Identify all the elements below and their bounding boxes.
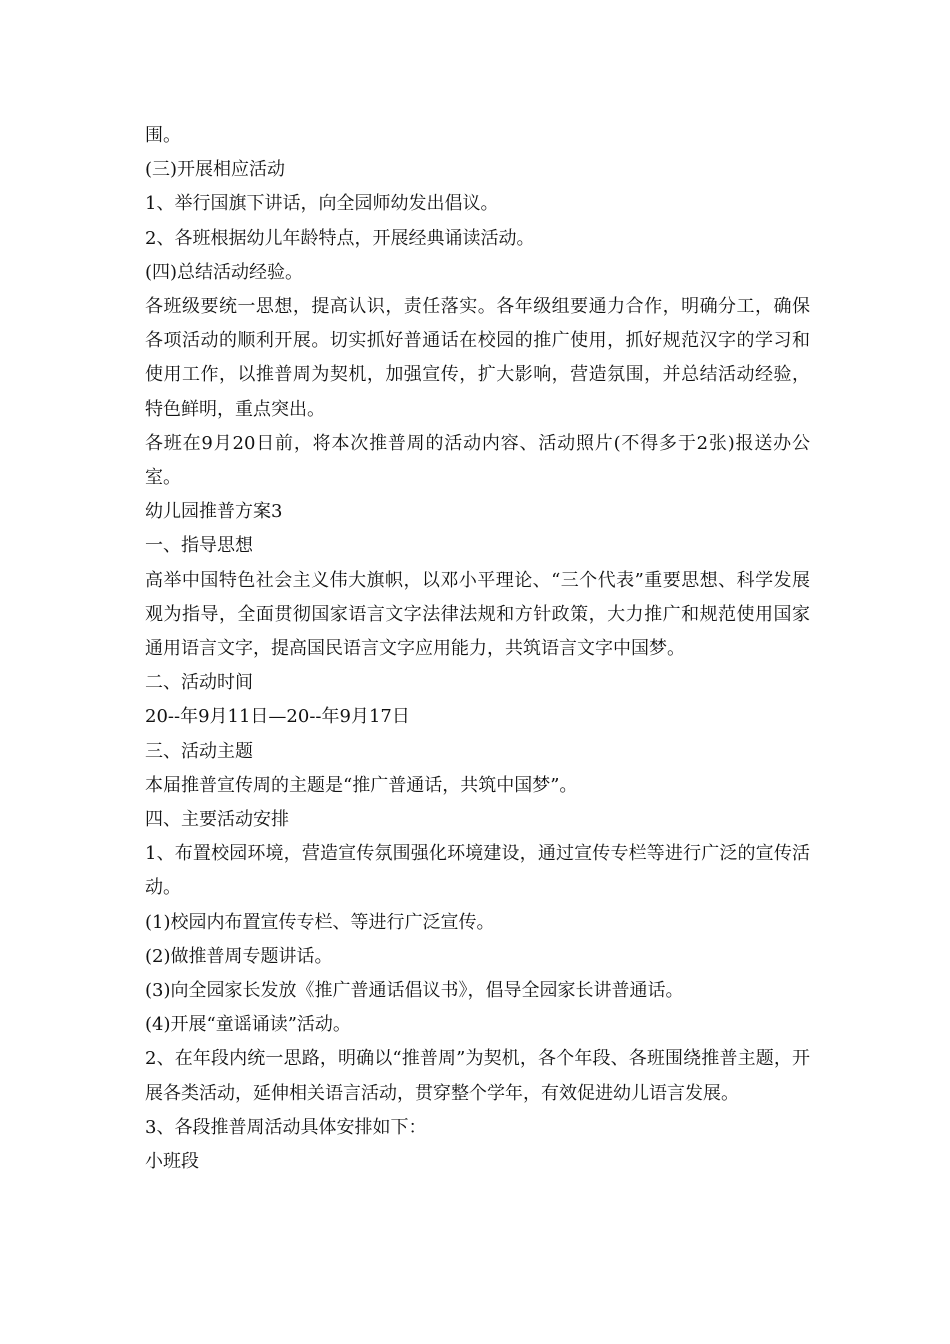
subheading-activities: (三)开展相应活动 [145,159,286,181]
list-item-nursery-rhymes: (4)开展“童谣诵读”活动。 [145,1014,351,1036]
paragraph-activity-theme: 本届推普宣传周的主题是“推广普通话，共筑中国梦”。 [145,774,578,796]
paragraph-activity-time: 20--年9月11日—20--年9月17日 [145,706,410,728]
list-item-parent-proposal: (3)向全园家长发放《推广普通话倡议书》，倡导全园家长讲普通话。 [145,980,684,1002]
paragraph-continuation: 围。 [145,125,181,146]
subheading-summary: (四)总结活动经验。 [145,261,304,283]
paragraph-requirements: 各班级要统一思想，提高认识，责任落实。各年级组要通力合作，明确分工，确保各项活动的顺利开展。切实抓好普通话在校园的推广使用，抓好规范汉字的学习和使用工作，以推普周为契机，加强宣传，扩大影响，营造氛围，并总结活动经验，特色鲜明，重点突出。 [145,296,810,420]
list-item-schedule-intro: 3、各段推普周活动具体安排如下： [145,1116,427,1138]
list-item-campus-environment: 1、布置校园环境，营造宣传氛围强化环境建设，通过宣传专栏等进行广泛的宣传活动。 [145,843,810,899]
list-item-flag-speech: 1、举行国旗下讲话，向全园师幼发出倡议。 [145,193,499,215]
heading-activity-time: 二、活动时间 [145,672,253,694]
heading-activity-theme: 三、活动主题 [145,740,253,762]
document-body [145,119,810,1179]
paragraph-guiding-ideology: 高举中国特色社会主义伟大旗帜，以邓小平理论、“三个代表”重要思想、科学发展观为指导，全面贯彻国家语言文字法律法规和方针政策，大力推广和规范使用国家通用语言文字，提高国民语言文字应用能力，共筑语言文字中国梦。 [145,569,810,660]
section-title-plan-3: 幼儿园推普方案3 [145,501,283,523]
list-item-grade-activities: 2、在年段内统一思路，明确以“推普周”为契机，各个年段、各班围绕推普主题，开展各类活动，延伸相关语言活动，贯穿整个学年，有效促进幼儿语言发展。 [145,1048,810,1104]
paragraph-submission: 各班在9月20日前，将本次推普周的活动内容、活动照片(不得多于2张)报送办公室。 [145,432,810,489]
heading-main-arrangements: 四、主要活动安排 [145,809,289,831]
heading-guiding-ideology: 一、指导思想 [145,535,253,557]
subheading-junior-class: 小班段 [145,1151,199,1173]
list-item-publicity-boards: (1)校园内布置宣传专栏、等进行广泛宣传。 [145,911,495,933]
list-item-special-talk: (2)做推普周专题讲话。 [145,945,333,967]
list-item-classic-reading: 2、各班根据幼儿年龄特点，开展经典诵读活动。 [145,227,535,249]
